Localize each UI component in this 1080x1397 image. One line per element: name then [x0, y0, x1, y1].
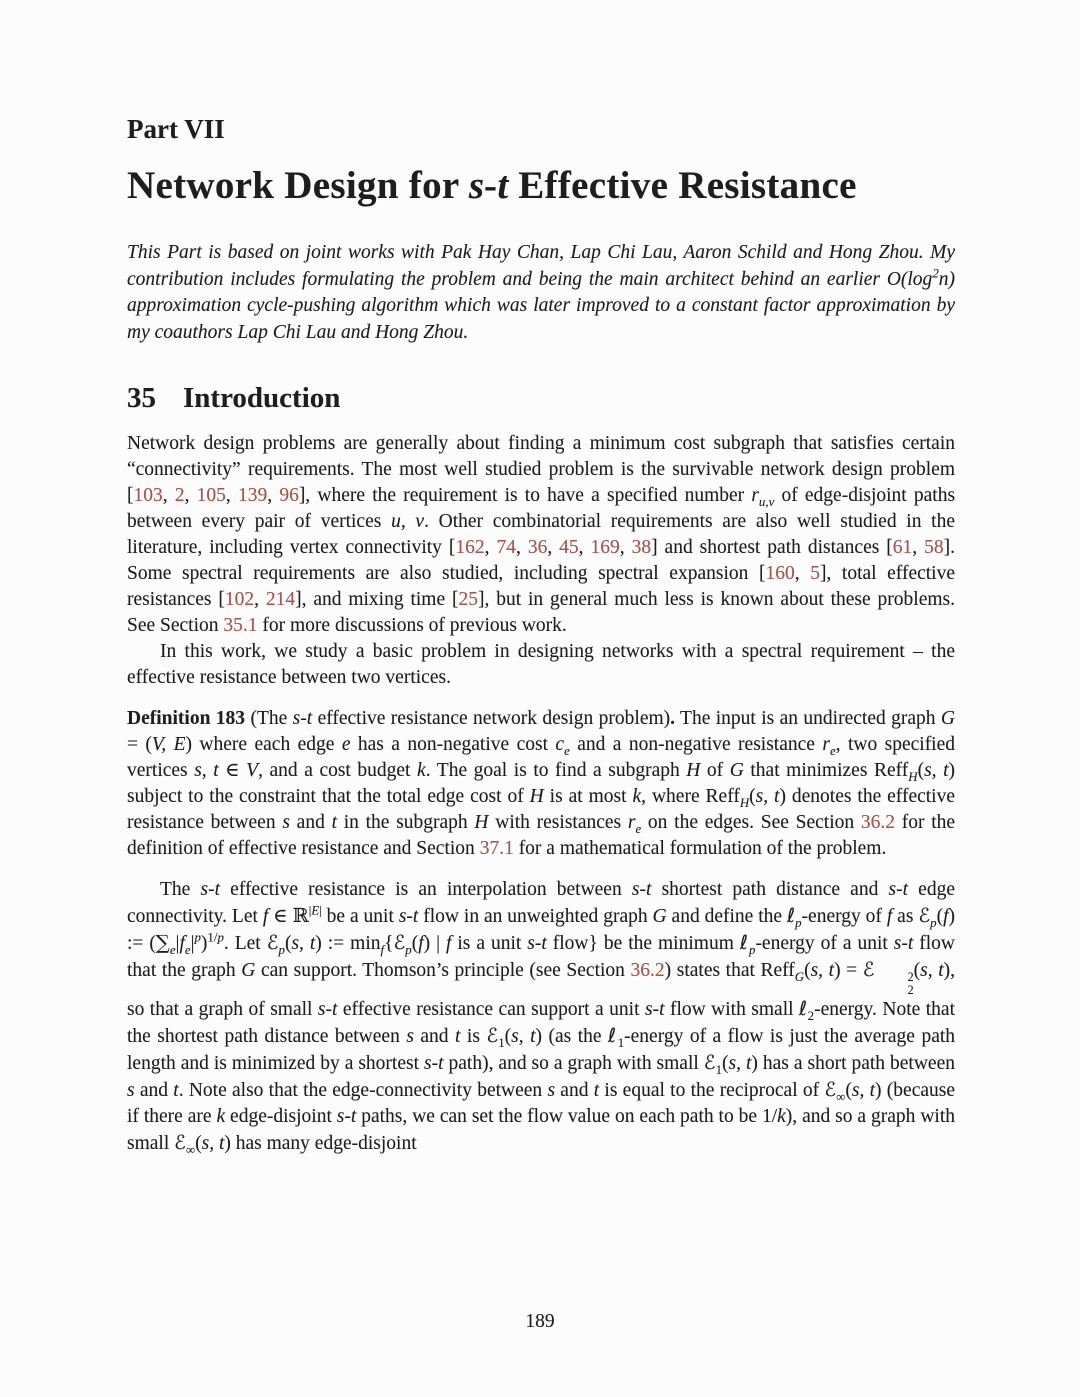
- citation-link[interactable]: 74: [496, 537, 516, 558]
- preface-note: This Part is based on joint works with Pak Hay Chan, Lap Chi Lau, Aaron Schild and Hong Zhou. My contribution includes formulating the problem and being the main architect behind an earlier $O(\log^2n)$ approximation cycle-pushing algorithm which was later improved to a constant factor approximation by my coauthors Lap Chi Lau and Hong Zhou.: [127, 242, 955, 343]
- paragraph-interpolation: The s-t effective resistance is an interpolation between s-t shortest path distance and s-t edge connectivity. Let f ∈ ℝ$^{|E|}$ be a unit s-t flow in an unweighted graph G and define the ℓ$_p$-energy of f as ℰ$_p$(f) := $(\sum_e|f_e|^p)^{1/p}$. Let ℰ$_p$(s, t) := $\min_f\{ℰ_p(f)$ | f is a unit s-t flow} be the minimum ℓ$_p$-energy of a unit s-t flow that the graph G can support. Thomson’s principle (see Section 36.2) states that Reff$_G$(s, t) = ℰ 2 2 (s, t), so that a graph of small s-t effective resistance can support a unit s-t flow with small ℓ$_2$-energy. Note that the shortest path distance between s and t is ℰ$_1$(s, t) (as the ℓ$_1$-energy of a flow is just the average path length and is minimized by a shortest s-t path), and so a graph with small ℰ$_1$(s, t) has a short path between s and t. Note also that the edge-connectivity between s and t is equal to the reciprocal of ℰ$_\infty$(s, t) (because if there are k edge-disjoint s-t paths, we can set the flow value on each path to be 1/k), and so a graph with small ℰ$_\infty$(s, t) has many edge-disjoint: [127, 879, 956, 1158]
- citation-link[interactable]: 5: [810, 563, 820, 584]
- paragraph-intro-1: Network design problems are generally about finding a minimum cost subgraph that satisfies certain “connectivity” requirements. The most well studied problem is the survivable network design problem [103, 2, 105, 139, 96], where the requirement is to have a specified number $r_{u,v}$ of edge-disjoint paths between every pair of vertices u, v. Other combinatorial requirements are also well studied in the literature, including vertex connectivity [162, 74, 36, 45, 169, 38] and shortest path distances [61, 58]. Some spectral requirements are also studied, including spectral expansion [160, 5], total effective resistances [102, 214], and mixing time [25], but in general much less is known about these problems. See Section 35.1 for more discussions of previous work.: [127, 433, 956, 636]
- citation-link[interactable]: 103: [133, 485, 163, 506]
- citation-link[interactable]: 35.1: [223, 615, 258, 636]
- section-number: 35: [127, 382, 156, 414]
- citation-link[interactable]: 102: [224, 589, 255, 610]
- definition-183: Definition 183 (The s-t effective resistance network design problem). The input is an undirected graph G = (V, E) where each edge e has a non-negative cost $c_e$ and a non-negative resistance $r_e$, two specified vertices s, t ∈ V, and a cost budget k. The goal is to find a subgraph H of G that minimizes Reff$_H$(s, t) subject to the constraint that the total edge cost of H is at most k, where Reff$_H$(s, t) denotes the effective resistance between s and t in the subgraph H with resistances $r_e$ on the edges. See Section 36.2 for the definition of effective resistance and Section 37.1 for a mathematical formulation of the problem.: [127, 708, 956, 859]
- citation-link[interactable]: 139: [237, 485, 268, 506]
- citation-link[interactable]: 160: [765, 563, 795, 584]
- citation-link[interactable]: 37.1: [479, 838, 514, 859]
- citation-link[interactable]: 45: [559, 537, 579, 558]
- paragraph-intro-2: In this work, we study a basic problem in designing networks with a spectral requirement – the effective resistance between two vertices.: [127, 641, 955, 688]
- part-title: Network Design for s-t Effective Resistance: [127, 164, 857, 207]
- citation-link[interactable]: 169: [590, 537, 620, 558]
- citation-link[interactable]: 25: [458, 589, 478, 610]
- citation-link[interactable]: 162: [455, 537, 485, 558]
- citation-link[interactable]: 2: [174, 485, 185, 506]
- citation-link[interactable]: 61: [892, 537, 913, 558]
- citation-link[interactable]: 36.2: [630, 960, 665, 981]
- citation-link[interactable]: 96: [279, 485, 299, 506]
- section-heading: [127, 380, 955, 416]
- citation-link[interactable]: 214: [265, 589, 296, 610]
- citation-link[interactable]: 36.2: [860, 812, 895, 833]
- citation-link[interactable]: 105: [196, 485, 226, 506]
- citation-link[interactable]: 58: [924, 537, 944, 558]
- section-title: Introduction: [183, 382, 341, 414]
- citation-link[interactable]: 36: [527, 537, 548, 558]
- part-label: Part VII: [127, 114, 225, 144]
- page-number: 189: [525, 1311, 555, 1332]
- citation-link[interactable]: 38: [631, 537, 652, 558]
